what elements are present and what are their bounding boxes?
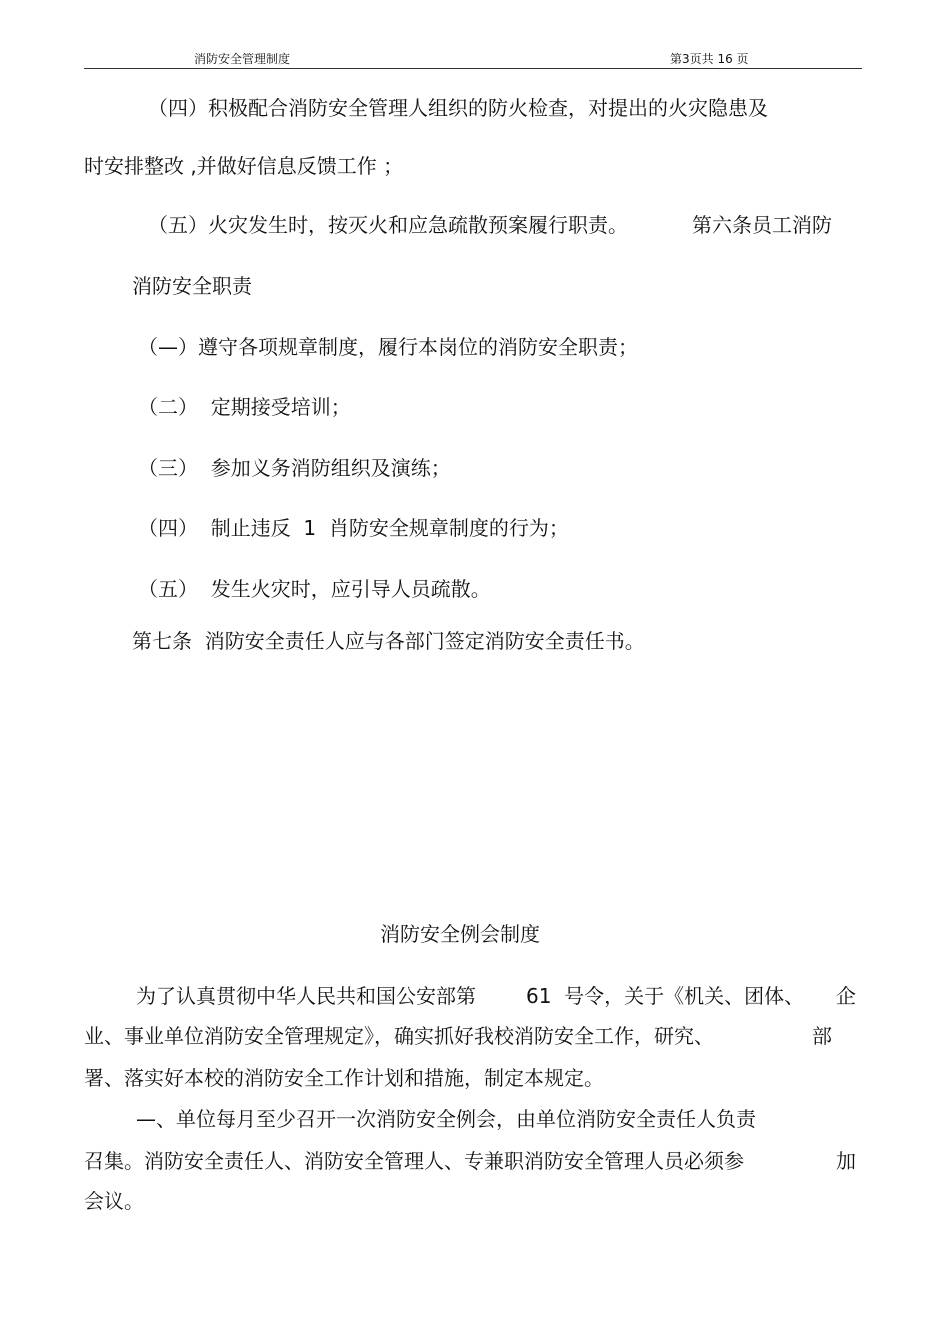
- article-line-2: 时安排整改 ,并做好信息反馈工作 ；: [84, 154, 404, 178]
- list-item: （三） 参加义务消防组织及演练；: [138, 456, 451, 480]
- list-item: （五） 发生火灾时，应引导人员疏散。: [138, 577, 491, 601]
- paragraph-2-line-2a: 召集。消防安全责任人、消防安全管理人、专兼职消防安全管理人员必须参: [84, 1149, 744, 1173]
- list-item: （四） 制止违反 1 肖防安全规章制度的行为；: [138, 516, 569, 540]
- paragraph-2-line-3: 会议。: [84, 1189, 144, 1213]
- paragraph-1-line-1b: 61 号令，关于《机关、团体、: [526, 984, 805, 1008]
- paragraph-1-line-3: 署、落实好本校的消防安全工作计划和措施，制定本规定。: [84, 1066, 604, 1090]
- paragraph-1-line-2b: 部: [812, 1024, 832, 1048]
- paragraph-2-line-2b: 加: [836, 1149, 856, 1173]
- paragraph-1-line-1a: 为了认真贯彻中华人民共和国公安部第: [136, 984, 476, 1008]
- article-line-1: （四）积极配合消防安全管理人组织的防火检查，对提出的火灾隐患及: [148, 96, 768, 120]
- article-line-4: 消防安全职责: [132, 274, 252, 298]
- page-header: [84, 48, 862, 69]
- article-line-3: （五）火灾发生时，按灭火和应急疏散预案履行职责。: [148, 213, 628, 237]
- list-item: （二） 定期接受培训；: [138, 395, 351, 419]
- header-doc-title: 消防安全管理制度: [194, 52, 291, 66]
- paragraph-1-line-1c: 企: [836, 984, 856, 1008]
- article-7: 第七条 消防安全责任人应与各部门签定消防安全责任书。: [132, 629, 645, 653]
- section-title: 消防安全例会制度: [380, 922, 540, 946]
- paragraph-2-line-1: —、单位每月至少召开一次消防安全例会，由单位消防安全责任人负责: [136, 1107, 756, 1131]
- header-page-info: 第3页共 16 页: [670, 52, 749, 66]
- article-heading-6: 第六条员工消防: [692, 213, 832, 237]
- paragraph-1-line-2a: 业、事业单位消防安全管理规定》，确实抓好我校消防安全工作，研究、: [84, 1024, 714, 1048]
- list-item: （—）遵守各项规章制度，履行本岗位的消防安全职责；: [138, 335, 638, 359]
